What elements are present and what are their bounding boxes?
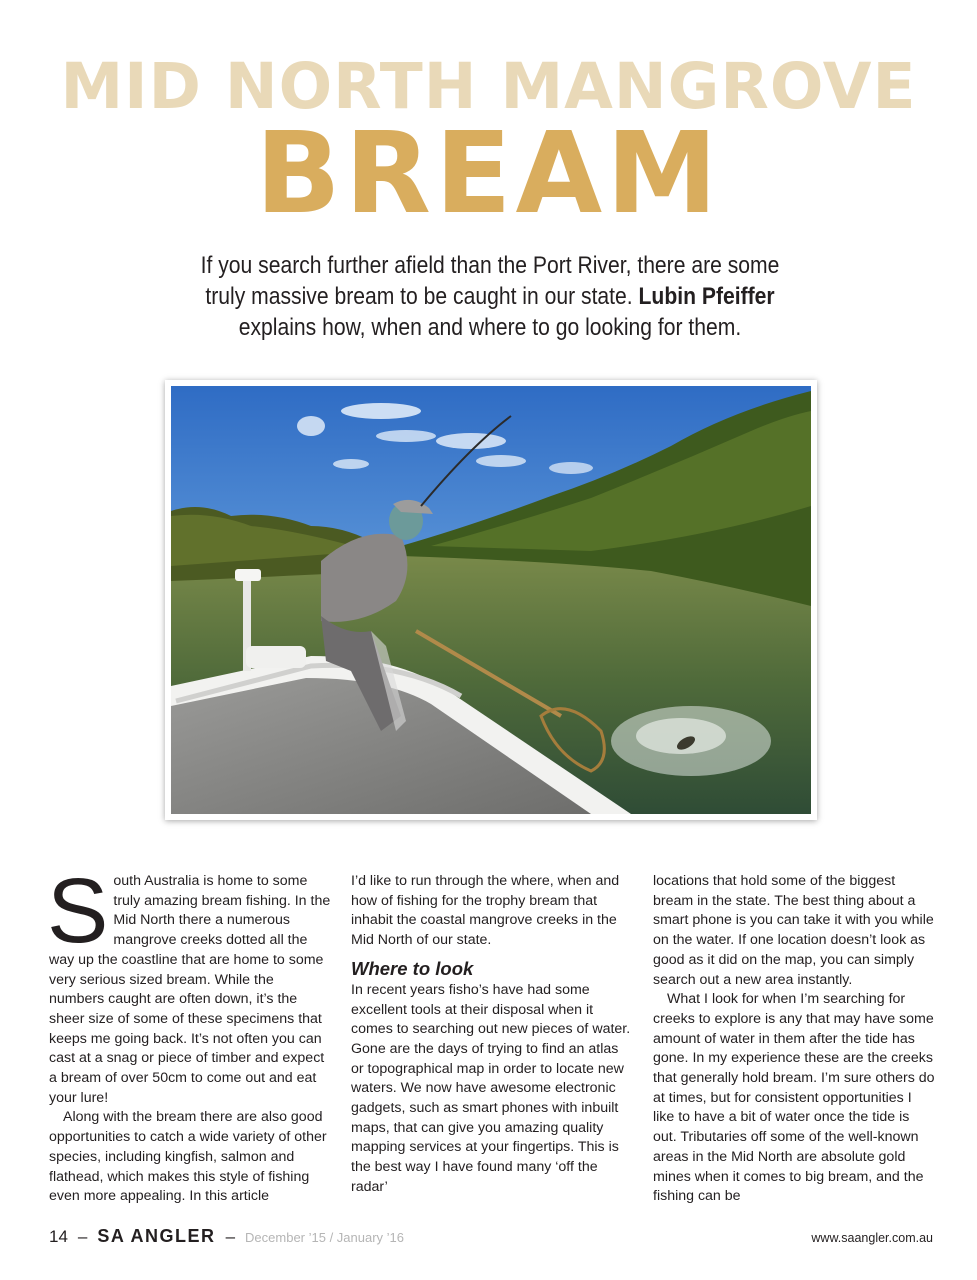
article-column-3 — [653, 872, 935, 1207]
article-column-2 — [351, 872, 633, 1198]
title-line-2: BREAM — [255, 109, 722, 239]
author-name: Lubin Pfeiffer — [638, 283, 775, 310]
title-line-1: MID NORTH MANGROVE — [60, 50, 917, 123]
intro-standfirst — [191, 250, 789, 343]
column-3-paragraph-1: locations that hold some of the biggest bream in the state. The best thing about a smart phone is you can take it with you while on the water. If one location doesn’t look as good as it did on the map, you can simply search out a new area instantly. — [653, 873, 934, 988]
page-number: 14 — [49, 1227, 68, 1246]
feature-photo-frame — [165, 380, 817, 820]
footer-dash-2: – — [225, 1227, 236, 1246]
website-url[interactable]: www.saangler.com.au — [811, 1231, 933, 1245]
column-1-paragraph-2: Along with the bream there are also good opportunities to catch a wide variety of other species, including kingfish, salmon and flathead, which makes this style of fishing even more appealing. In this article — [49, 1109, 327, 1205]
column-1-text-1: outh Australia is home to some truly amazing bream fishing. In the Mid North there a numerous mangrove creeks dotted all the way up the coastline that are home to some very serious sized bream. While the numbers caught are often down, it’s the sheer size of some of these specimens that keeps me going back. It’s not often you can cast at a snag or piece of timber and expect a bream of over 50cm to come out and eat your lure! — [49, 873, 331, 1106]
feature-photo — [171, 386, 811, 814]
drop-cap: S — [47, 860, 109, 962]
column-2-paragraph-1: I’d like to run through the where, when and how of fishing for the trophy bream that inhabit the coastal mangrove creeks in the Mid North of our state. — [351, 873, 620, 949]
intro-text-after: explains how, when and where to go looking for them. — [238, 314, 742, 341]
issue-date: December ’15 / January ’16 — [245, 1230, 405, 1245]
intro-text-before: If you search further afield than the Port River, there are some truly massive bream to be caught in our state. — [200, 252, 780, 310]
magazine-name: SA ANGLER — [97, 1226, 216, 1246]
column-3-paragraph-2: What I look for when I’m searching for creeks to explore is any that may have some amount of water in them after the tide has gone. In my experience these are the creeks that generally hold bream. I’m sure others do at times, but for consistent opportunities I like to have a bit of water once the tide is out. Tributaries off some of the well-known areas in the Mid North are absolute gold mines when it comes to big bream, and the fishing can be — [653, 991, 935, 1205]
subheading-where-to-look: Where to look — [351, 957, 474, 979]
page-footer — [49, 1226, 404, 1250]
column-1-paragraph-1 — [47, 860, 331, 1108]
footer-dash-1: – — [77, 1227, 88, 1246]
article-column-1 — [47, 860, 331, 1207]
column-2-paragraph-2: In recent years fisho’s have had some excellent tools at their disposal when it comes to searching out new pieces of water. Gone are the days of trying to find an atlas or topographical map in order to locate new waters. We now have awesome electronic gadgets, such as smart phones with inbuilt maps, that can give you amazing quality mapping services at your fingertips. This is the best way I have found many ‘off the radar’ — [351, 981, 631, 1195]
